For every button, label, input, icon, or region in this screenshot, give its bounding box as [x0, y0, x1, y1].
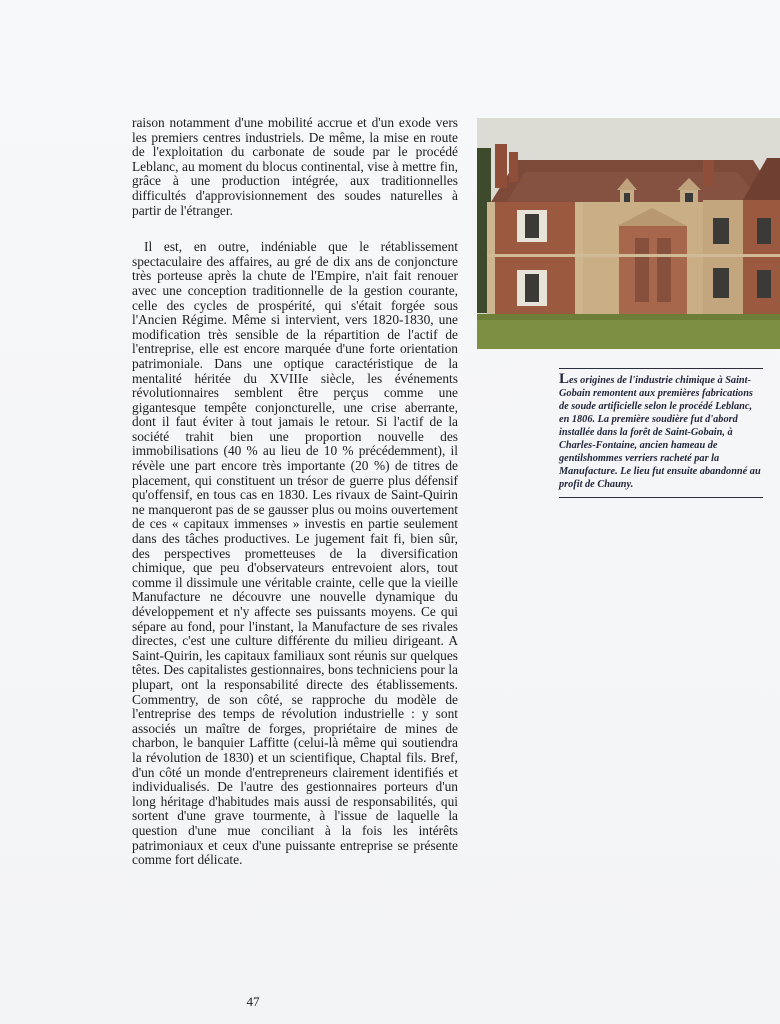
article-paragraph-2: Il est, en outre, indéniable que le rétablissement spectaculaire des affaires, au gré de dix ans de conjoncture très porteuse après la chute de l'Empire, n'ait fait renouer avec une conception traditionnelle de la gestion courante, celle des cycles de prospérité, qui s'était forgée sous l'Ancien Régime. Même si intervient, vers 1820-1830, une modification très sensible de la répartition de l'actif de l'entreprise, elle est encore marquée d'une forte orientation patrimoniale. Dans une optique caractéristique de la mentalité héritée du XVIIIe siècle, les événements révolutionnaires semblent être perçus comme une gigantesque tempête conjoncturelle, une crise aberrante, dont il faut éviter à tout jamais le retour. Si l'actif de la société trahit bien une proportion nouvelle des immobilisations (40 % au lieu de 10 % précédemment), il révèle une part encore très importante (20 %) de titres de placement, qui constituent un trésor de guerre plus défensif qu'offensif, en tous cas en 1830. Les rivaux de Saint-Quirin ne manqueront pas de se gausser plus ou moins ouvertement de ces « capitaux immenses » investis en partie seulement dans des tâches productives. Le jugement fait fi, bien sûr, des perspectives prometteuses de la diversification chimique, que peu d'observateurs entrevoient alors, tout comme il dissimule une véritable crainte, celle que la vieille Manufacture ne découvre une nouvelle dynamique du développement et n'y affecte ses puissants moyens. Ce qui sépare au fond, pour l'instant, la Manufacture de ses rivales directes, c'est une culture différente du milieu dirigeant. A Saint-Quirin, les capitaux familiaux sont réunis sur quelques têtes. Des capitalistes gestionnaires, bons techniciens pour la plupart, ont la responsabilité directe des établissements. Commentry, de son côté, se rapproche du modèle de l'entreprise des temps de révolution industrielle : y sont associés un maître de forges, propriétaire de mines de charbon, le banquier Laffitte (celui-là même qui soutiendra la révolution de 1830) et un scientifique, Chaptal fils. Bref, d'un côté un monde d'entrepreneurs clairement identifiés et individualisés. De l'autre des gestionnaires porteurs d'un long héritage d'habitudes mais aussi de responsabilités, qui sortent d'une grave tourmente, à l'issue de laquelle la question d'une mue conciliant à la fois les intérêts patrimoniaux et ceux d'une puissante entreprise se présente comme fort délicate. [132, 239, 458, 868]
article-body [132, 116, 458, 868]
page-number: 47 [246, 994, 260, 1009]
article-paragraph-1: raison notamment d'une mobilité accrue et d'un exode vers les premiers centres industriels. De même, la mise en route de l'exploitation du carbonate de soude par le procédé Leblanc, au moment du blocus continental, vise à mettre fin, grâce à une production intégrée, aux traditionnelles difficultés d'approvisionnement des soudes naturelles à partir de l'étranger. [132, 115, 458, 218]
chateau-photo [477, 118, 780, 349]
caption-text: es origines de l'industrie chimique à Saint-Gobain remontent aux premières fabrications de soude artificielle selon le procédé Leblanc, en 1806. La première soudière fut d'abord installée dans la forêt de Saint-Gobain, à Charles-Fontaine, ancien hameau de gentilshommes verriers racheté par la Manufacture. Le lieu fut ensuite abandonné au profit de Chauny. [559, 375, 761, 490]
photo-caption [559, 368, 763, 498]
caption-dropcap: L [559, 371, 570, 387]
